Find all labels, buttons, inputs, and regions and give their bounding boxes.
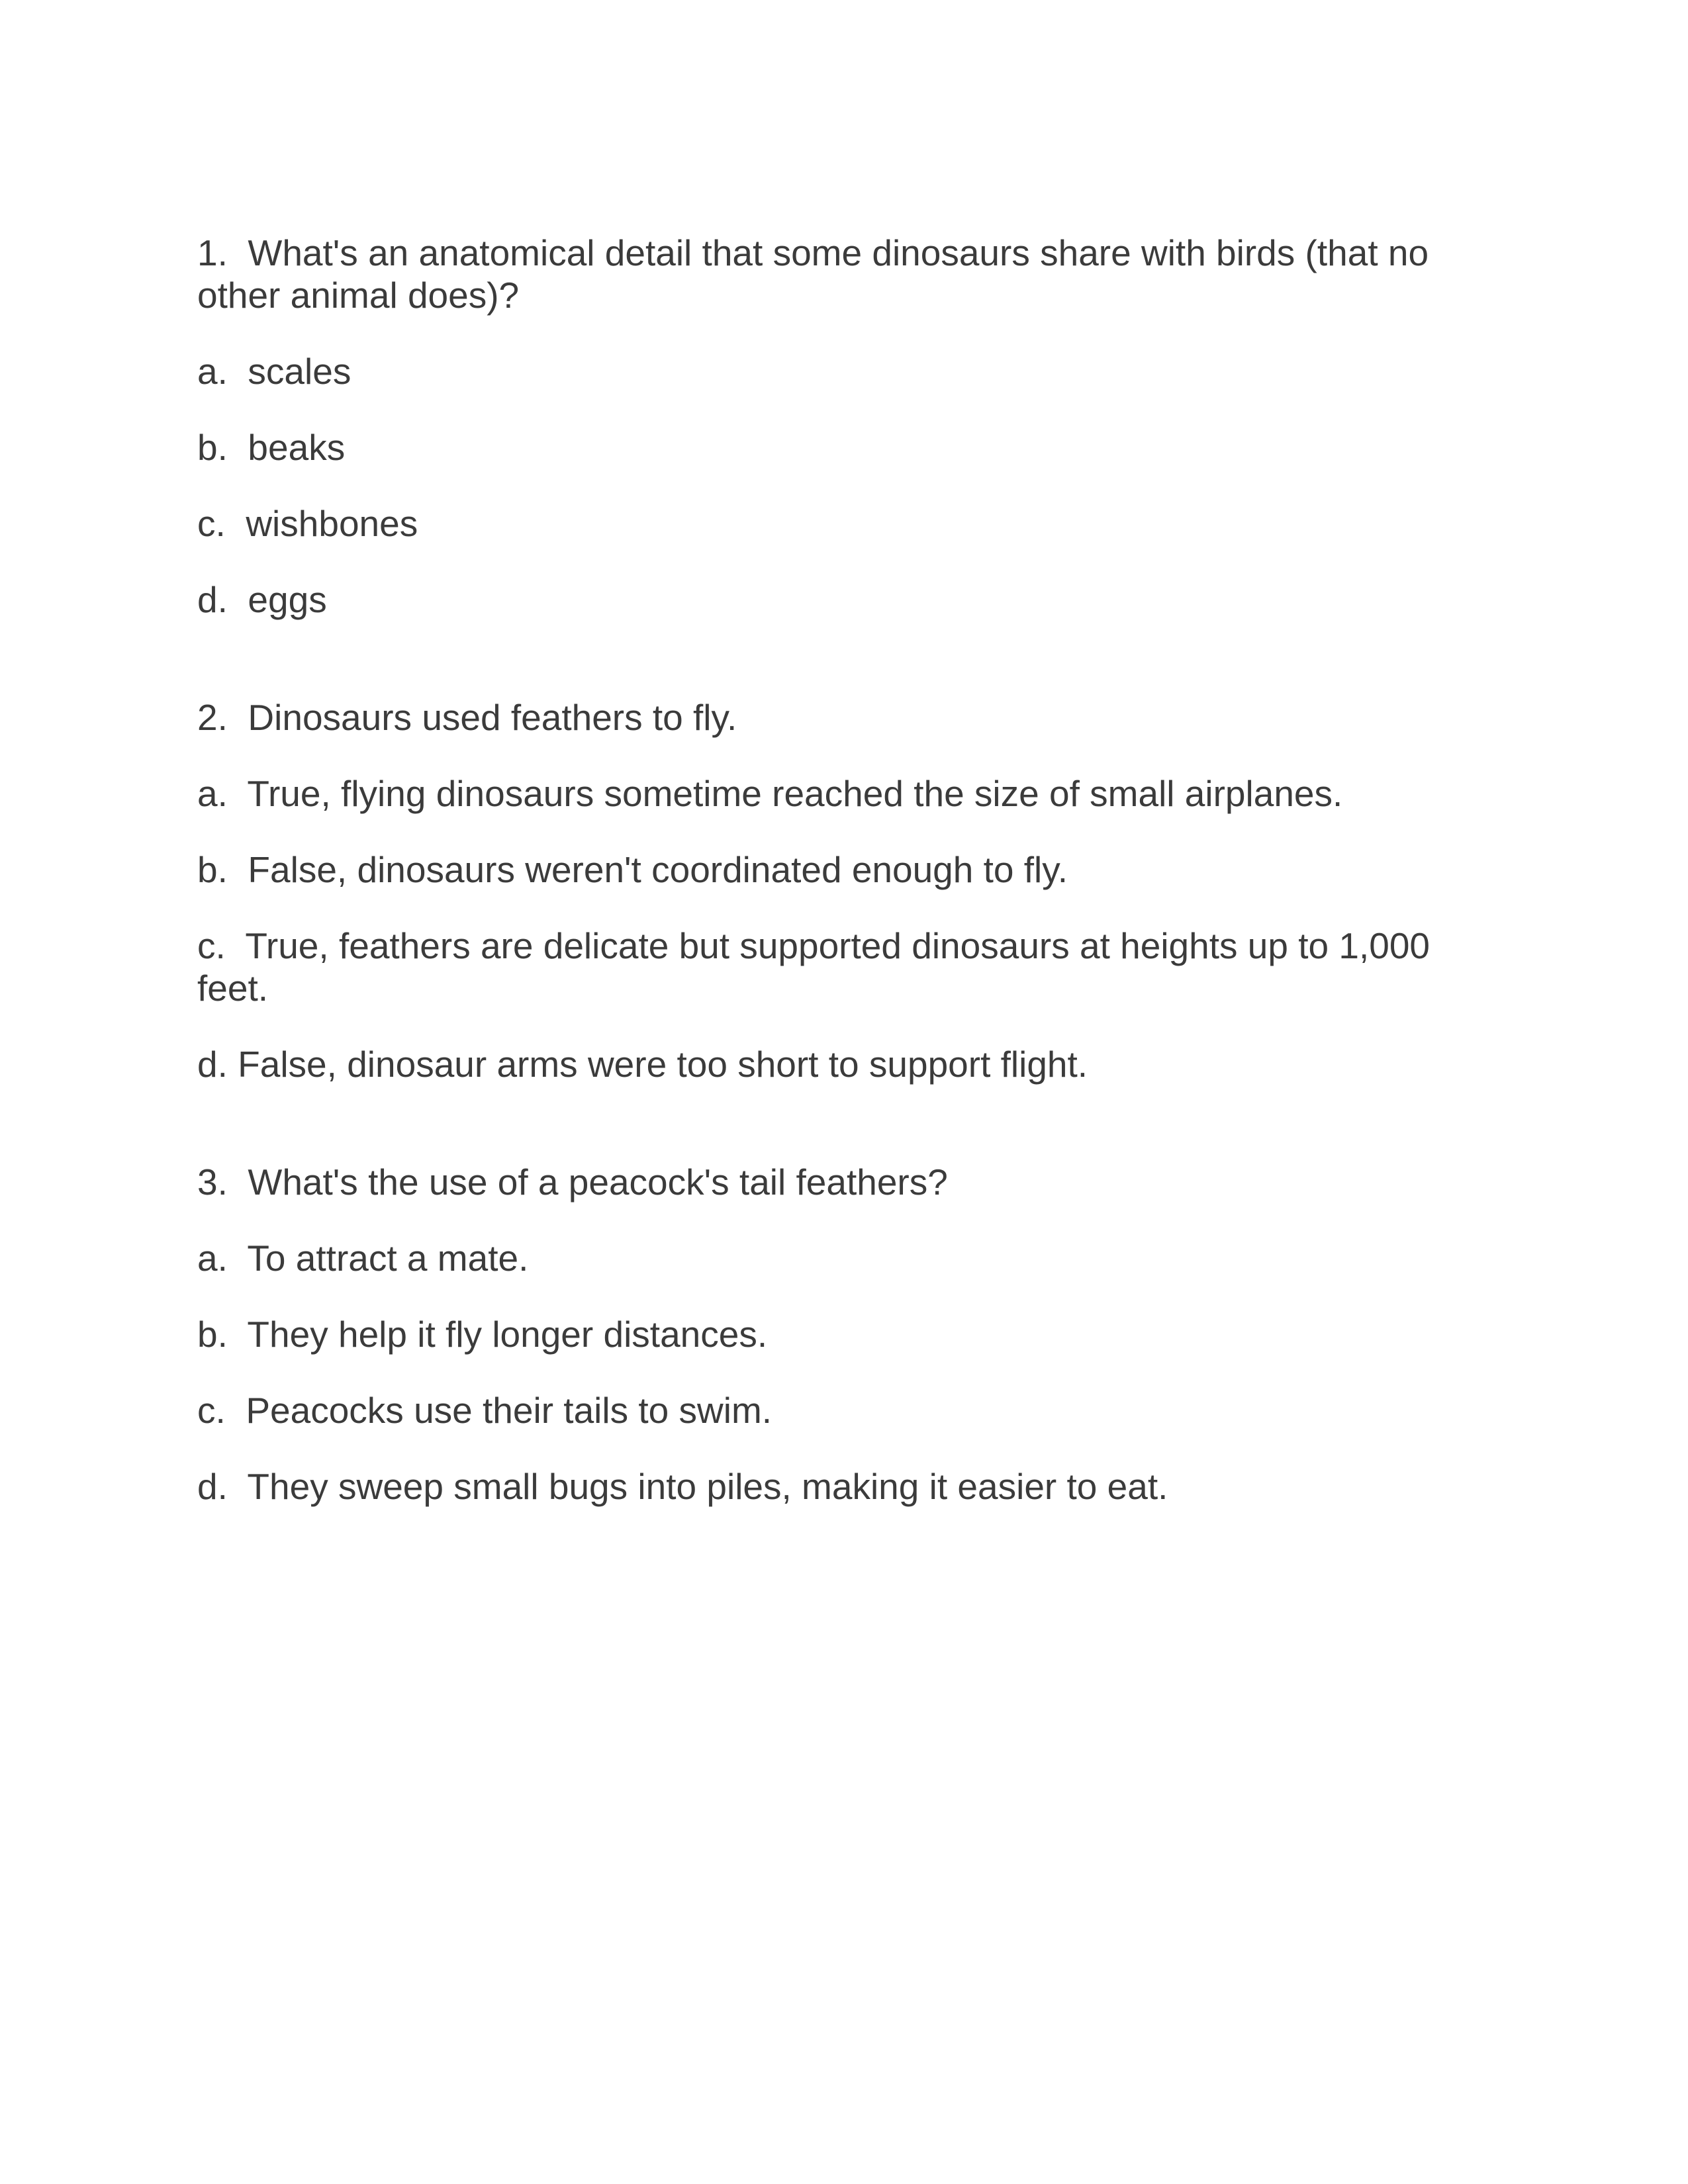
answer-option-b: b. beaks — [197, 427, 346, 468]
answer-option-d: d. They sweep small bugs into piles, making it easier to eat. — [197, 1466, 1168, 1507]
answer-option-c: c. Peacocks use their tails to swim. — [197, 1390, 773, 1431]
answer-option-b: b. False, dinosaurs weren't coordinated enough to fly. — [197, 849, 1068, 890]
question-text: 1. What's an anatomical detail that some dinosaurs share with birds (that no other animal does)? — [197, 232, 1439, 316]
question-text: 2. Dinosaurs used feathers to fly. — [197, 697, 737, 738]
question-block-3 — [197, 1161, 1495, 1508]
answer-option-a: a. scales — [197, 351, 352, 392]
question-block-1 — [197, 232, 1495, 621]
answer-option-a: a. To attract a mate. — [197, 1238, 529, 1279]
answer-option-a: a. True, flying dinosaurs sometime reached the size of small airplanes. — [197, 773, 1343, 814]
quiz-content — [197, 232, 1495, 1508]
answer-option-d: d. eggs — [197, 579, 327, 620]
answer-option-c: c. True, feathers are delicate but supported dinosaurs at heights up to 1,000 feet. — [197, 925, 1440, 1009]
answer-option-b: b. They help it fly longer distances. — [197, 1314, 768, 1355]
question-text: 3. What's the use of a peacock's tail feathers? — [197, 1161, 948, 1203]
answer-option-c: c. wishbones — [197, 503, 418, 544]
answer-option-d: d. False, dinosaur arms were too short to support flight. — [197, 1044, 1088, 1085]
question-block-2 — [197, 696, 1495, 1085]
